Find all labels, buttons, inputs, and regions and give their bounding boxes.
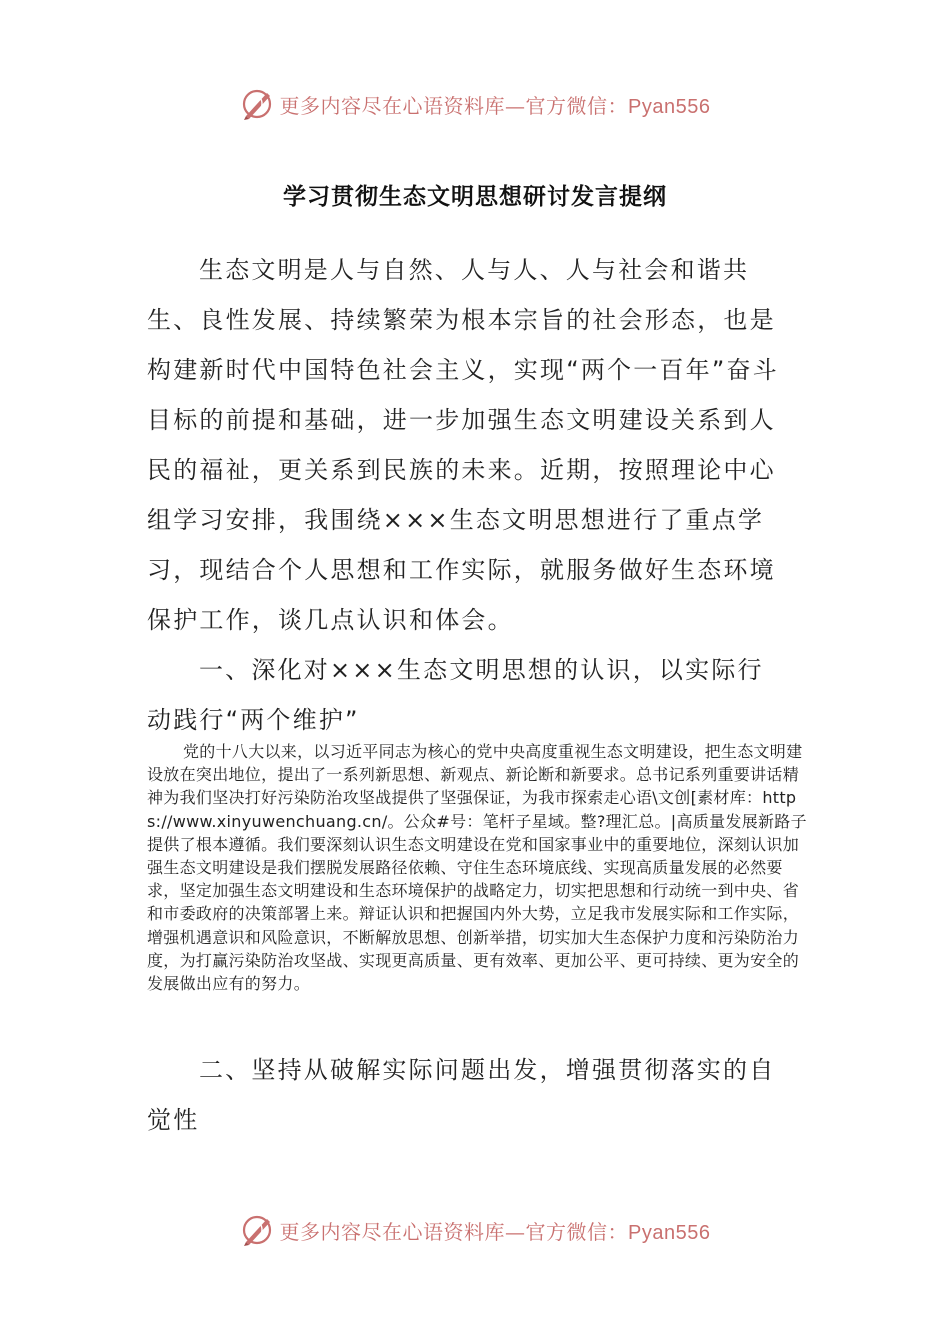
intro-paragraph (147, 245, 787, 645)
heading-1-text: 一、深化对×××生态文明思想的认识，以实际行动践行“两个维护” (147, 656, 764, 734)
heading-2-text: 二、坚持从破解实际问题出发，增强贯彻落实的自觉性 (147, 1056, 776, 1134)
pen-circle-logo-icon (240, 86, 276, 122)
pen-circle-logo-icon (240, 1212, 276, 1248)
banner-text (280, 1216, 711, 1245)
document-title: 学习贯彻生态文明思想研讨发言提纲 (283, 184, 667, 210)
header-banner (0, 84, 950, 124)
banner-text (280, 90, 711, 119)
banner-text-en: Pyan556 (628, 1221, 711, 1244)
banner-text-en: Pyan556 (628, 95, 711, 118)
section-heading-1 (147, 645, 787, 745)
section-1-body: 党的十八大以来，以习近平同志为核心的党中央高度重视生态文明建设，把生态文明建设放在突出地位，提出了一系列新思想、新观点、新论断和新要求。总书记系列重要讲话精神为我们坚决打好污染防治攻坚战提供了坚强保证，为我市探索走心语\文创[素材库：https://www.xinyuwenchuang.cn/。公众#号：笔杆子星域。整?理汇总。|高质量发展新路子提供了根本遵循。我们要深刻认识生态文明建设在党和国家事业中的重要地位，深刻认识加强生态文明建设是我们摆脱发展路径依赖、守住生态环境底线、实现高质量发展的必然要求，坚定加强生态文明建设和生态环境保护的战略定力，切实把思想和行动统一到中央、省和市委政府的决策部署上来。辩证认识和把握国内外大势，立足我市发展实际和工作实际，增强机遇意识和风险意识，不断解放思想、创新举措，切实加大生态保护力度和污染防治力度，为打赢污染防治攻坚战、实现更高质量、更有效率、更加公平、更可持续、更为安全的发展做出应有的努力。 (147, 742, 807, 994)
section-heading-2 (147, 1045, 787, 1145)
banner-text-cn: 更多内容尽在心语资料库—官方微信： (279, 1219, 629, 1244)
footer-banner (0, 1210, 950, 1250)
banner-text-cn: 更多内容尽在心语资料库—官方微信： (279, 93, 629, 118)
intro-text: 生态文明是人与自然、人与人、人与社会和谐共生、良性发展、持续繁荣为根本宗旨的社会形态，也是构建新时代中国特色社会主义，实现“两个一百年”奋斗目标的前提和基础，进一步加强生态文明建设关系到人民的福祉，更关系到民族的未来。近期，按照理论中心组学习安排，我围绕×××生态文明思想进行了重点学习，现结合个人思想和工作实际，就服务做好生态环境保护工作，谈几点认识和体会。 (147, 256, 779, 634)
